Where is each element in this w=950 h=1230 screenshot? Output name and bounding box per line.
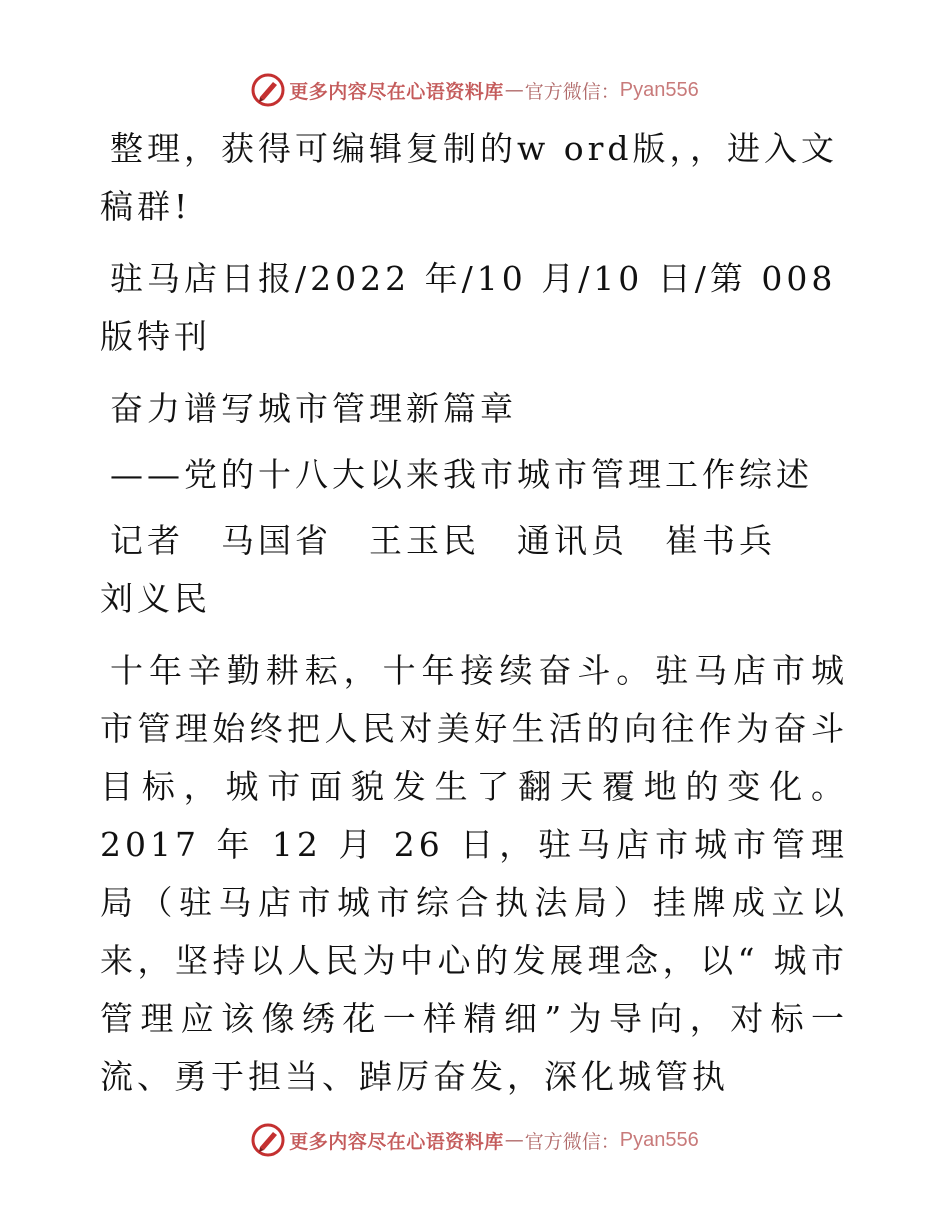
watermark-separator: — xyxy=(504,1129,524,1151)
header-watermark xyxy=(0,70,950,110)
intro-paragraph: 整理，获得可编辑复制的w ord版，，进入文稿群! xyxy=(100,129,839,226)
article-title: 奋力谱写城市管理新篇章 xyxy=(110,389,517,428)
body-paragraph: 十年辛勤耕耘，十年接续奋斗。驻马店市城市管理始终把人民对美好生活的向往作为奋斗目标，城市面貌发生了翻天覆地的变化。2017 年 12 月 26 日，驻马店市城市管理局（驻马店市城市综合执法局）挂牌成立以来，坚持以人民为中心的发展理念，以“ 城市管理应该像绣花一样精细”为导向，对标一流、勇于担当、踔厉奋发，深化城管执 xyxy=(100,651,848,1096)
source-line: 驻马店日报/2022 年/10 月/10 日/第 008 版特刊 xyxy=(100,259,837,356)
watermark-text: 更多内容尽在心语资料库 xyxy=(289,1130,504,1153)
watermark-wechat-id: Pyan556 xyxy=(619,1128,699,1151)
watermark-text: 更多内容尽在心语资料库 xyxy=(289,80,504,103)
watermark-separator: — xyxy=(504,79,524,101)
watermark-wechat-id: Pyan556 xyxy=(619,78,699,101)
watermark-wechat-label: 官方微信： xyxy=(524,80,620,103)
pen-logo-icon xyxy=(251,1123,285,1157)
pen-logo-icon xyxy=(251,73,285,107)
footer-watermark xyxy=(0,1120,950,1160)
byline: 记者 马国省 王玉民 通讯员 崔书兵 刘义民 xyxy=(100,521,813,618)
article-subtitle: ——党的十八大以来我市城市管理工作综述 xyxy=(110,455,813,494)
watermark-wechat-label: 官方微信： xyxy=(524,1130,620,1153)
document-body xyxy=(100,120,848,1106)
